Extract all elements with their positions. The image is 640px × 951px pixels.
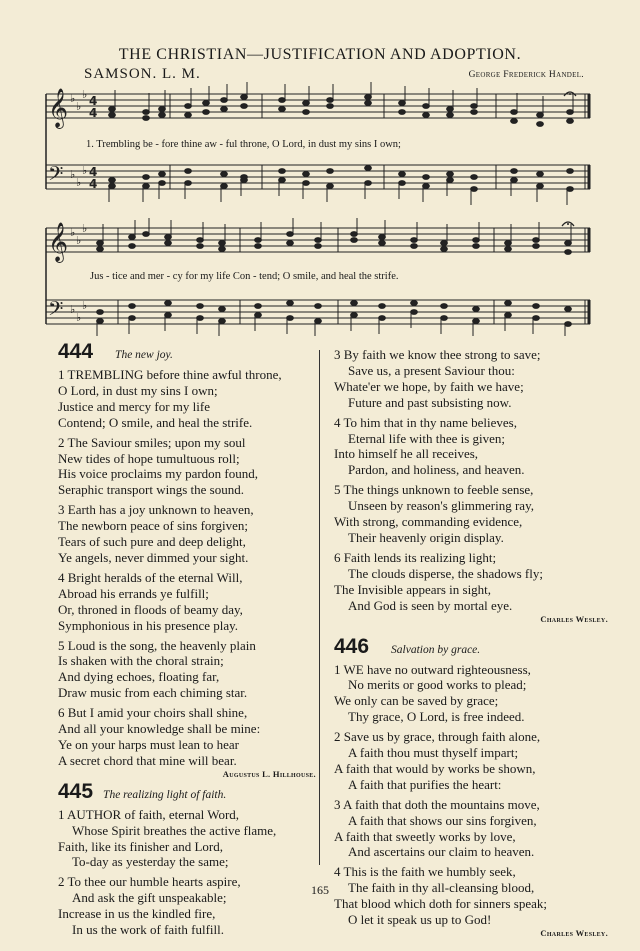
- verse-line: 2 Save us by grace, through faith alone,: [334, 729, 541, 745]
- svg-text:♭: ♭: [76, 234, 82, 247]
- verse-line: 5 The things unknown to feeble sense,: [334, 482, 534, 498]
- verse-line: 1 TREMBLING before thine awful throne,: [58, 367, 282, 382]
- verse-line: And ask the gift unspeakable;: [72, 890, 227, 906]
- verse-line: New tides of hope tumultuous roll;: [58, 450, 240, 466]
- verse-line: Ye on your harps must lean to hear: [58, 736, 240, 752]
- verse-line: With strong, commanding evidence,: [334, 514, 523, 530]
- verse-line: Pardon, and holiness, and heaven.: [348, 462, 525, 478]
- verse-line: Contend; O smile, and heal the strife.: [58, 414, 253, 430]
- verse-line: Draw music from each chiming star.: [58, 685, 248, 701]
- verse-line: The Invisible appears in sight,: [334, 581, 492, 597]
- hymn-444-verses: [58, 367, 316, 769]
- verse-line: A faith that sweetly works by love,: [334, 828, 516, 844]
- verse-line: And dying echoes, floating far,: [58, 669, 220, 685]
- svg-text:♭: ♭: [70, 168, 76, 181]
- verse-line: Faith, like its finisher and Lord,: [58, 838, 224, 854]
- verse-line: Or, throned in floods of beamy day,: [58, 601, 243, 617]
- svg-text:4: 4: [89, 165, 98, 179]
- tune-name: SAMSON. L. M.: [84, 66, 201, 82]
- hymn-number: 444: [58, 340, 94, 363]
- verse-line: We only can be saved by grace;: [334, 693, 499, 709]
- svg-text:♭: ♭: [70, 303, 76, 316]
- verse-line: To-day as yesterday the same;: [72, 854, 229, 870]
- verse-line: Abroad his errands ye fulfill;: [58, 585, 209, 601]
- hymn-446-header: [334, 634, 604, 660]
- verse-line: The faith in thy all-cleansing blood,: [348, 880, 535, 896]
- verse-line: Future and past subsisting now.: [348, 394, 512, 410]
- verse-line: 4 This is the faith we humbly seek,: [334, 864, 516, 880]
- verse-line: Thy grace, O Lord, is free indeed.: [348, 709, 525, 725]
- music-lyrics-line-1: 1. Trembling be - fore thine aw - ful throne, O Lord, in dust my sins I own;: [86, 139, 401, 150]
- page-title: THE CHRISTIAN—JUSTIFICATION AND ADOPTION.: [118, 46, 522, 63]
- verse-line: Eternal life with thee is given;: [348, 430, 506, 446]
- svg-text:𝄞: 𝄞: [48, 222, 69, 262]
- verse-line: A faith thou must thyself impart;: [348, 745, 519, 761]
- hymn-number: 446: [334, 634, 370, 658]
- svg-text:4: 4: [89, 106, 98, 120]
- verse-line: Unseen by reason's glimmering ray,: [348, 498, 534, 514]
- verse-line: 2 To thee our humble hearts aspire,: [58, 874, 241, 890]
- verse-line: 3 A faith that doth the mountains move,: [334, 796, 540, 812]
- svg-text:4: 4: [89, 177, 98, 191]
- verse-line: And God is seen by mortal eye.: [348, 597, 513, 613]
- verse-line: O Lord, in dust my sins I own;: [58, 382, 218, 398]
- verse-line: Seraphic transport wings the sound.: [58, 482, 244, 498]
- verse-line: 3 Earth has a joy unknown to heaven,: [58, 502, 254, 518]
- hymn-title: The new joy.: [115, 349, 173, 361]
- verse-line: His voice proclaims my pardon found,: [58, 466, 259, 482]
- verse-line: No merits or good works to plead;: [348, 677, 527, 693]
- svg-text:♭: ♭: [82, 222, 88, 235]
- verse-line: O let it speak us up to God!: [348, 912, 492, 928]
- verse-line: Is shaken with the choral strain;: [58, 653, 224, 669]
- verse-line: Justice and mercy for my life: [58, 398, 210, 414]
- verse-line: The clouds disperse, the shadows fly;: [348, 565, 543, 581]
- svg-text:♭: ♭: [76, 311, 82, 324]
- verse-line: And ascertains our claim to heaven.: [348, 844, 535, 860]
- hymn-title: The realizing light of faith.: [103, 788, 227, 801]
- verse-line: A faith that shows our sins forgiven,: [348, 812, 537, 828]
- verse-line: 4 Bright heralds of the eternal Will,: [58, 569, 243, 585]
- verse-line: 4 To him that in thy name believes,: [334, 414, 517, 430]
- column-divider: [319, 350, 320, 865]
- verse-line: Symphonious in his presence play.: [58, 617, 239, 633]
- page-number: 165: [311, 883, 329, 897]
- verse-line: 6 Faith lends its realizing light;: [334, 549, 497, 565]
- hymn-author: Charles Wesley.: [540, 928, 608, 938]
- hymn-445-verses-part-2: [334, 347, 604, 614]
- verse-line: That blood which doth for sinners speak;: [334, 896, 548, 912]
- svg-text:4: 4: [89, 94, 98, 108]
- hymn-title: Salvation by grace.: [391, 643, 481, 656]
- svg-text:♭: ♭: [82, 88, 88, 101]
- verse-line: In us the work of faith fulfill.: [72, 922, 224, 938]
- composer-credit: George Frederick Handel.: [468, 70, 584, 80]
- svg-text:𝄢: 𝄢: [48, 297, 64, 325]
- verse-line: 6 But I amid your choirs shall shine,: [58, 705, 248, 721]
- svg-text:𝄢: 𝄢: [48, 162, 64, 190]
- verse-line: Their heavenly origin display.: [348, 529, 504, 545]
- left-column: [58, 340, 316, 938]
- verse-line: Tears of such pure and deep delight,: [58, 534, 246, 550]
- verse-line: 5 Loud is the song, the heavenly plain: [58, 637, 256, 653]
- verse-line: 2 The Saviour smiles; upon my soul: [58, 434, 246, 450]
- hymn-444-header: [58, 340, 316, 365]
- verse-line: And all your knowledge shall be mine:: [58, 721, 261, 737]
- right-column: [334, 347, 608, 939]
- verse-line: The newborn peace of sins forgiven;: [58, 518, 249, 534]
- hymn-number: 445: [58, 779, 94, 803]
- hymn-445-verses-part-1: [58, 807, 316, 938]
- verse-line: A faith that would by works be shown,: [334, 760, 536, 776]
- verse-line: Into himself he all receives,: [334, 446, 479, 462]
- svg-text:♭: ♭: [82, 299, 88, 312]
- svg-text:𝄞: 𝄞: [48, 88, 69, 128]
- svg-text:♭: ♭: [76, 176, 82, 189]
- verse-line: Save us, a present Saviour thou:: [348, 362, 515, 378]
- verse-line: Ye angels, never dimmed your sight.: [58, 549, 249, 565]
- svg-text:♭: ♭: [70, 92, 76, 105]
- svg-text:♭: ♭: [70, 226, 76, 239]
- verse-line: A faith that purifies the heart:: [348, 776, 502, 792]
- hymn-445-header: [58, 779, 316, 805]
- verse-line: 1 AUTHOR of faith, eternal Word,: [58, 806, 240, 822]
- verse-line: 3 By faith we know thee strong to save;: [334, 347, 541, 362]
- svg-text:♭: ♭: [82, 164, 88, 177]
- verse-line: 1 WE have no outward righteousness,: [334, 661, 531, 677]
- music-lyrics-line-2: Jus - tice and mer - cy for my life Con - tend; O smile, and heal the strife.: [90, 271, 399, 282]
- hymn-author: Charles Wesley.: [540, 613, 608, 624]
- verse-line: A secret chord that mine will bear.: [58, 752, 237, 768]
- svg-text:♭: ♭: [76, 100, 82, 113]
- verse-line: Whose Spirit breathes the active flame,: [72, 822, 277, 838]
- verse-line: Increase in us the kindled fire,: [58, 906, 216, 922]
- verse-line: Whate'er we hope, by faith we have;: [334, 378, 524, 394]
- hymn-author: Augustus L. Hillhouse.: [222, 768, 316, 779]
